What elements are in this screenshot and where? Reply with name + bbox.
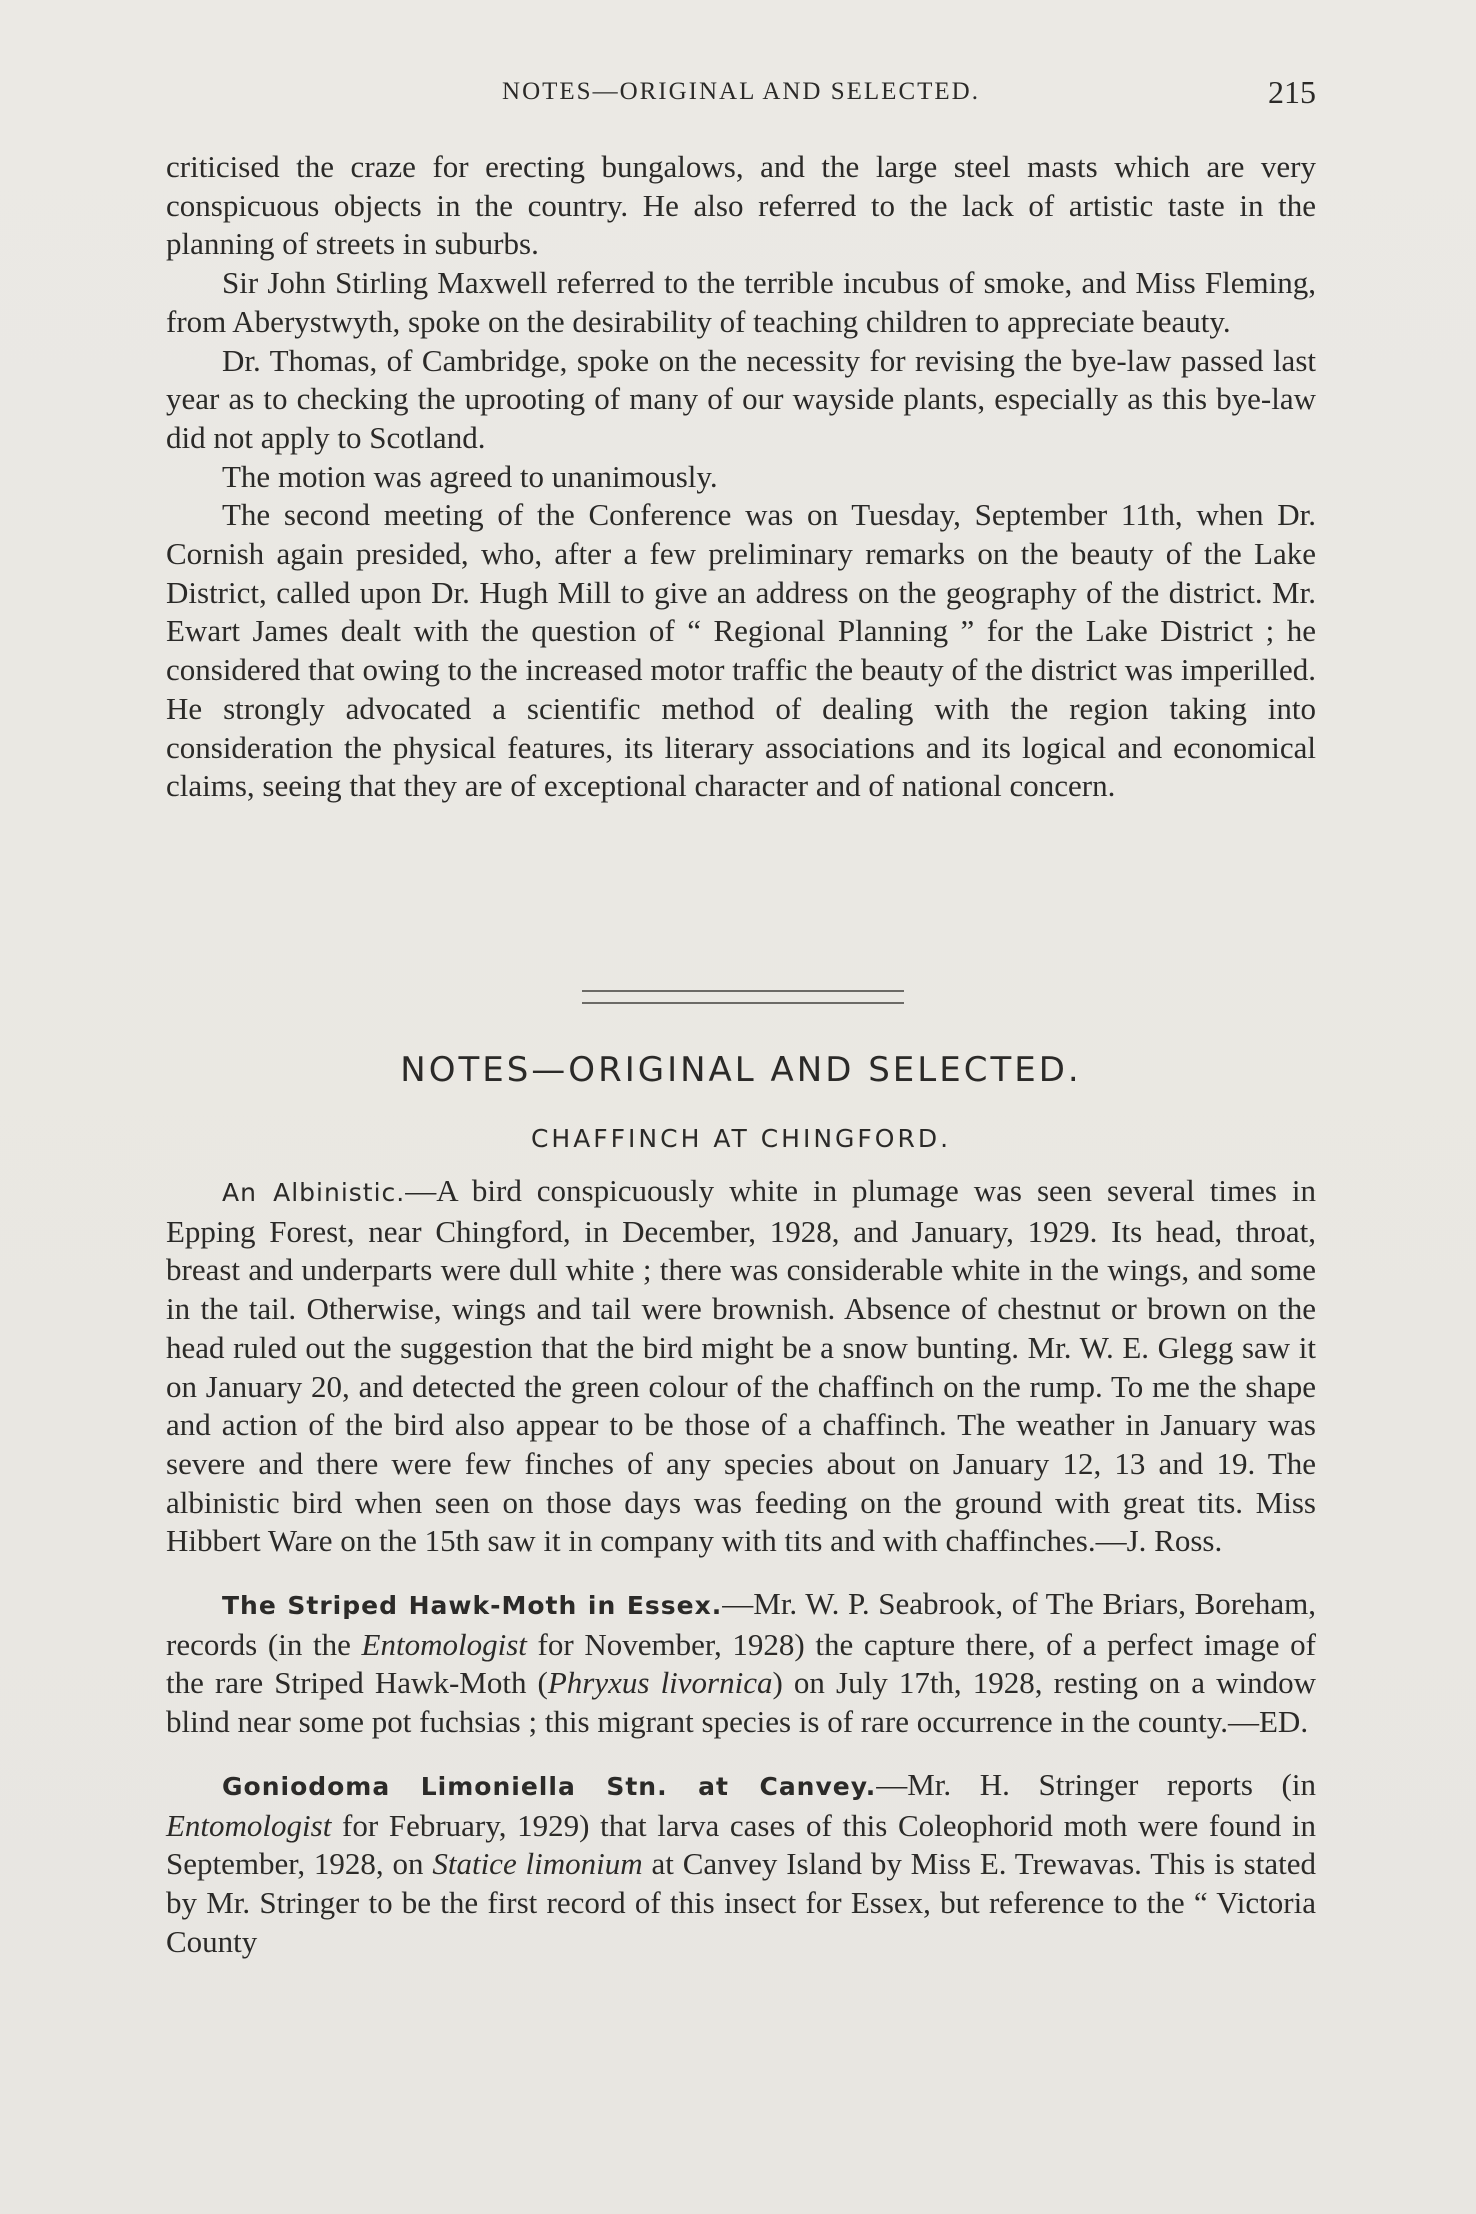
note-text: for November, 1928) the capture there, of a perfect image of the rare Striped Hawk-Moth ( [166, 1626, 1316, 1701]
section-divider [582, 990, 904, 1004]
note-text: —Mr. H. Stringer reports (in [876, 1766, 1316, 1802]
paragraph: The second meeting of the Conference was on Tuesday, September 11th, when Dr. Cornish again presided, who, after a few preliminary remarks on the beauty of the Lake District, called upon Dr. Hugh Mill to give an address on the geography of the district. Mr. Ewart James dealt with the question of “ Regional Planning ” for the Lake District ; he considered that owing to the increased motor traffic the beauty of the district was imperilled. He strongly advocated a scientific method of dealing with the region taking into consideration the physical features, its literary associations and its logical and economical claims, seeing that they are of exceptional character and of national concern. [166, 497, 1316, 804]
paragraph: The motion was agreed to unanimously. [222, 458, 718, 494]
notes-section [166, 1172, 1316, 1961]
species-name: Phryxus livornica [547, 1665, 773, 1701]
paragraph: Dr. Thomas, of Cambridge, spoke on the necessity for revising the bye-law passed last year as to checking the uprooting of many of our wayside plants, especially as this bye-law did not apply to Scotland. [166, 342, 1316, 455]
note-title: CHAFFINCH AT CHINGFORD. [530, 1124, 952, 1153]
paragraph: Sir John Stirling Maxwell referred to the terrible incubus of smoke, and Miss Fleming, from Aberystwyth, spoke on the desirability of teaching children to appreciate beauty. [166, 265, 1316, 339]
page-number: 215 [1268, 74, 1316, 110]
running-title: NOTES—ORIGINAL AND SELECTED. [502, 78, 980, 105]
note-lead: Goniodoma Limoniella Stn. at Canvey. [222, 1771, 877, 1801]
note-paragraph [166, 1766, 1316, 1962]
note-lead: The Striped Hawk-Moth in Essex. [222, 1591, 723, 1621]
running-header [166, 74, 1316, 114]
paragraph: criticised the craze for erecting bungalows, and the large steel masts which are very conspicuous objects in the country. He also referred to the lack of artistic taste in the planning of streets in suburbs. [166, 149, 1316, 262]
continued-article [166, 148, 1316, 806]
species-name: Statice limonium [432, 1846, 643, 1882]
section-heading: NOTES—ORIGINAL AND SELECTED. [400, 1050, 1082, 1090]
note-paragraph [166, 1585, 1316, 1742]
note-paragraph [166, 1172, 1316, 1561]
journal-title: Entomologist [166, 1807, 332, 1843]
note-text: —Mr. W. P. Seabrook, of The Briars, Boreham, records (in the [166, 1586, 1316, 1662]
note-text: for February, 1929) that larva cases of this Coleophorid moth were found in September, 1928, on [166, 1807, 1316, 1882]
note-text: —A bird conspicuously white in plumage was seen several times in Epping Forest, near Chingford, in December, 1928, and January, 1929. Its head, throat, breast and underparts were dull white ; there was considerable white in the wings, and some in the tail. Otherwise, wings and tail were brownish. Absence of chestnut or brown on the head ruled out the suggestion that the bird might be a snow bunting. Mr. W. E. Glegg saw it on January 20, and detected the green colour of the chaffinch on the rump. To me the shape and action of the bird also appear to be those of a chaffinch. The weather in January was severe and there were few finches of any species about on January 12, 13 and 19. The albinistic bird when seen on those days was feeding on the ground with great tits. Miss Hibbert Ware on the 15th saw it in company with tits and with chaffinches.—J. Ross. [166, 1173, 1316, 1559]
note-lead: An Albinistic. [222, 1178, 406, 1207]
journal-title: Entomologist [361, 1626, 527, 1662]
note-text: ) on July 17th, 1928, resting on a window blind near some pot fuchsias ; this migrant species is of rare occurrence in the county.—ED. [166, 1665, 1316, 1740]
note-text: at Canvey Island by Miss E. Trewavas. This is stated by Mr. Stringer to be the first record of this insect for Essex, but reference to the “ Victoria County [166, 1846, 1316, 1959]
